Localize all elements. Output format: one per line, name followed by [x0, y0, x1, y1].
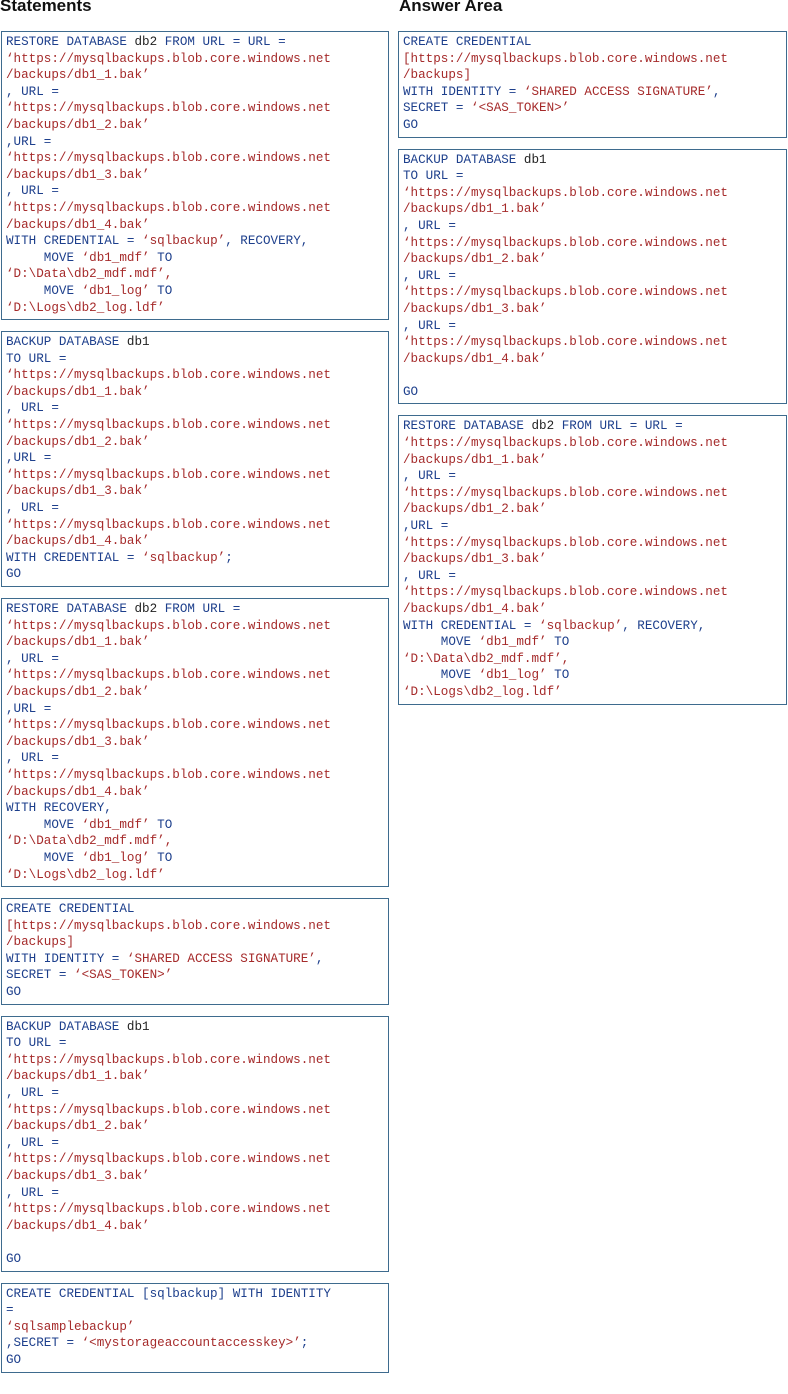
code-line	[403, 152, 786, 169]
code-line	[6, 833, 388, 850]
code-token: ‘https://mysqlbackups.blob.core.windows.net	[403, 535, 728, 550]
code-token: ‘<SAS_TOKEN>’	[471, 101, 570, 116]
code-token: , RECOVERY,	[225, 234, 309, 249]
code-token: TO URL =	[403, 169, 464, 184]
code-line	[6, 1201, 388, 1218]
code-line	[403, 518, 786, 535]
code-line	[403, 100, 786, 117]
code-token: FROM URL = URL =	[157, 35, 286, 49]
code-token: ‘https://mysqlbackups.blob.core.windows.net	[403, 285, 728, 300]
code-line	[6, 384, 388, 401]
code-token: BACKUP DATABASE	[6, 335, 127, 350]
code-line	[6, 1168, 388, 1185]
code-line	[6, 117, 388, 134]
code-token: , URL =	[6, 1185, 59, 1200]
code-line	[403, 301, 786, 318]
code-token: db2	[134, 602, 158, 616]
code-line	[403, 601, 786, 618]
code-line	[6, 934, 388, 951]
code-token: /backups/db1_4.bak’	[6, 217, 150, 232]
answer-block-2[interactable]	[398, 149, 787, 405]
code-token: ‘https://mysqlbackups.blob.core.windows.net	[403, 436, 728, 451]
code-line	[6, 417, 388, 434]
code-line	[6, 300, 388, 317]
code-line	[403, 468, 786, 485]
code-line	[6, 550, 388, 567]
code-line	[6, 918, 388, 935]
code-line	[6, 1319, 388, 1336]
code-line	[6, 233, 388, 250]
code-token: ‘https://mysqlbackups.blob.core.windows.net	[403, 335, 728, 350]
code-token: GO	[6, 1352, 22, 1367]
code-token: db1	[523, 152, 547, 167]
code-line	[6, 483, 388, 500]
code-token: ‘D:\Logs\db2_log.ldf’	[6, 867, 165, 882]
code-token: ,	[712, 84, 721, 99]
code-line	[6, 351, 388, 368]
answer-block-1[interactable]	[398, 31, 787, 138]
code-line	[403, 51, 786, 68]
code-line	[403, 67, 786, 84]
code-token: MOVE	[6, 817, 82, 832]
code-line	[6, 1352, 388, 1369]
code-line	[6, 100, 388, 117]
code-token: , URL =	[403, 318, 456, 333]
code-line	[6, 334, 388, 351]
code-token: ‘https://mysqlbackups.blob.core.windows.net	[6, 51, 331, 66]
code-token: ,URL =	[6, 134, 52, 149]
code-token: ,URL =	[6, 701, 52, 716]
code-line	[6, 1185, 388, 1202]
code-line	[6, 34, 388, 51]
code-token: MOVE	[403, 635, 479, 650]
code-token: /backups]	[403, 68, 472, 83]
statements-heading: Statements	[0, 0, 92, 15]
code-token: ,URL =	[403, 519, 449, 534]
code-line	[6, 800, 388, 817]
code-token: ‘https://mysqlbackups.blob.core.windows.net	[6, 668, 331, 683]
code-line	[6, 750, 388, 767]
code-token: /backups/db1_3.bak’	[403, 301, 547, 316]
code-line	[403, 251, 786, 268]
code-token: /backups/db1_4.bak’	[6, 1218, 150, 1233]
code-line	[6, 217, 388, 234]
answer-area-list	[398, 31, 787, 716]
code-token: ;	[300, 1336, 309, 1351]
code-line	[6, 767, 388, 784]
code-line	[403, 584, 786, 601]
code-token: /backups/db1_4.bak’	[403, 602, 547, 616]
code-token: ,	[315, 951, 324, 966]
code-token: , URL =	[403, 218, 456, 233]
code-token: ‘https://mysqlbackups.blob.core.windows.net	[6, 368, 331, 383]
code-token: ‘SHARED ACCESS SIGNATURE’	[126, 951, 316, 966]
code-line	[6, 684, 388, 701]
code-token: ‘sqlbackup’	[142, 234, 226, 249]
code-token: ‘https://mysqlbackups.blob.core.windows.net	[6, 418, 331, 433]
code-line	[6, 717, 388, 734]
code-line	[6, 517, 388, 534]
statement-block-2[interactable]	[1, 331, 389, 587]
code-token: ‘sqlbackup’	[539, 618, 623, 633]
code-token: ‘sqlsamplebackup’	[6, 1319, 135, 1334]
code-line	[6, 634, 388, 651]
code-token: /backups/db1_2.bak’	[403, 252, 547, 267]
code-line	[6, 1302, 388, 1319]
code-token: BACKUP DATABASE	[6, 1019, 127, 1034]
code-token: ‘db1_mdf’	[81, 817, 150, 832]
code-token: /backups/db1_1.bak’	[6, 635, 150, 650]
code-token: ‘D:\Data\db2_mdf.mdf’,	[403, 651, 570, 666]
code-line	[6, 1286, 388, 1303]
code-token: CREATE CREDENTIAL	[403, 35, 532, 49]
code-line	[403, 535, 786, 552]
code-line	[403, 384, 786, 401]
code-token: ‘https://mysqlbackups.blob.core.windows.net	[403, 485, 728, 500]
code-token: , URL =	[6, 1086, 59, 1101]
code-token: BACKUP DATABASE	[403, 152, 524, 167]
code-line	[6, 1151, 388, 1168]
code-line	[6, 784, 388, 801]
code-token: TO URL =	[6, 351, 67, 366]
code-line	[403, 367, 786, 384]
code-line	[6, 400, 388, 417]
code-token: GO	[403, 384, 419, 399]
code-line	[6, 618, 388, 635]
code-token: /backups/db1_3.bak’	[6, 167, 150, 182]
code-token: MOVE	[6, 283, 82, 298]
statement-block-3[interactable]	[1, 598, 389, 887]
code-token: ‘https://mysqlbackups.blob.core.windows.net	[6, 618, 331, 633]
code-token: ,SECRET =	[6, 1336, 82, 1351]
code-token: /backups/db1_3.bak’	[6, 734, 150, 749]
code-token: FROM URL =	[157, 602, 241, 616]
code-token: /backups/db1_2.bak’	[6, 684, 150, 699]
code-token: /backups]	[6, 935, 75, 950]
code-line	[403, 168, 786, 185]
code-line	[6, 967, 388, 984]
code-token: ‘https://mysqlbackups.blob.core.windows.net	[6, 1152, 331, 1167]
code-token: CREATE CREDENTIAL [sqlbackup] WITH IDENTITY	[6, 1286, 331, 1301]
code-token: ‘db1_log’	[81, 850, 150, 865]
code-line	[6, 850, 388, 867]
code-line	[403, 684, 786, 701]
code-token: , URL =	[6, 84, 59, 99]
code-token: WITH IDENTITY =	[6, 951, 127, 966]
code-line	[6, 1052, 388, 1069]
code-line	[403, 485, 786, 502]
code-line	[403, 501, 786, 518]
code-token: ‘https://mysqlbackups.blob.core.windows.net	[6, 1102, 331, 1117]
code-line	[403, 334, 786, 351]
code-line	[6, 901, 388, 918]
statement-block-4[interactable]	[1, 898, 389, 1005]
code-token: /backups/db1_2.bak’	[6, 1119, 150, 1134]
code-token: SECRET =	[403, 101, 472, 116]
code-token: /backups/db1_1.bak’	[403, 452, 547, 467]
code-token: ‘https://mysqlbackups.blob.core.windows.net	[6, 467, 331, 482]
code-line	[403, 351, 786, 368]
code-token: ‘db1_log’	[81, 283, 150, 298]
code-token: , URL =	[6, 751, 59, 766]
code-token: , URL =	[403, 268, 456, 283]
code-line	[6, 1234, 388, 1251]
code-line	[6, 984, 388, 1001]
code-token: ;	[225, 550, 233, 565]
code-token: MOVE	[403, 668, 479, 683]
code-token: ‘https://mysqlbackups.blob.core.windows.net	[6, 517, 331, 532]
code-token: ‘D:\Data\db2_mdf.mdf’,	[6, 267, 173, 282]
code-token: ‘https://mysqlbackups.blob.core.windows.net	[6, 151, 331, 166]
code-line	[6, 51, 388, 68]
code-token: ‘https://mysqlbackups.blob.core.windows.net	[6, 200, 331, 215]
code-token: /backups/db1_2.bak’	[6, 117, 150, 132]
code-token: ‘sqlbackup’	[142, 550, 226, 565]
code-token: ‘db1_mdf’	[81, 250, 150, 265]
code-line	[6, 1118, 388, 1135]
statements-list	[1, 31, 389, 1384]
code-line	[6, 266, 388, 283]
code-line	[403, 651, 786, 668]
code-token: GO	[6, 985, 22, 1000]
code-token: , RECOVERY,	[622, 618, 706, 633]
code-token: [https://mysqlbackups.blob.core.windows.net	[6, 918, 331, 933]
code-line	[6, 1251, 388, 1268]
code-line	[403, 218, 786, 235]
code-token: /backups/db1_1.bak’	[6, 1069, 150, 1084]
code-token: RESTORE DATABASE	[6, 602, 135, 616]
code-token: RESTORE DATABASE	[403, 419, 532, 434]
code-line	[6, 1218, 388, 1235]
code-token: db1	[126, 335, 150, 350]
code-line	[6, 367, 388, 384]
code-token: ,URL =	[6, 451, 52, 466]
code-line	[403, 634, 786, 651]
code-line	[6, 1019, 388, 1036]
code-token: /backups/db1_4.bak’	[6, 784, 150, 799]
code-token: , URL =	[6, 184, 59, 199]
code-token: /backups/db1_1.bak’	[403, 202, 547, 217]
code-token: db1	[126, 1019, 150, 1034]
code-line	[403, 318, 786, 335]
code-line	[6, 150, 388, 167]
code-token: FROM URL = URL =	[554, 419, 683, 434]
code-token: ‘https://mysqlbackups.blob.core.windows.net	[6, 1052, 331, 1067]
code-token: /backups/db1_1.bak’	[6, 384, 150, 399]
code-line	[403, 268, 786, 285]
code-line	[403, 418, 786, 435]
code-token: ‘SHARED ACCESS SIGNATURE’	[523, 84, 713, 99]
code-line	[6, 817, 388, 834]
code-line	[6, 1102, 388, 1119]
code-token: ‘https://mysqlbackups.blob.core.windows.net	[6, 101, 331, 116]
code-line	[403, 568, 786, 585]
code-token: WITH CREDENTIAL =	[6, 550, 143, 565]
code-line	[6, 167, 388, 184]
code-token: /backups/db1_3.bak’	[6, 1169, 150, 1183]
code-token: /backups/db1_2.bak’	[6, 434, 150, 449]
code-line	[403, 667, 786, 684]
code-token: RESTORE DATABASE	[6, 35, 135, 49]
code-token: ‘<SAS_TOKEN>’	[74, 968, 173, 983]
statement-block-5[interactable]	[1, 1016, 389, 1272]
code-token: /backups/db1_4.bak’	[403, 351, 547, 366]
code-line	[403, 185, 786, 202]
code-line	[403, 117, 786, 134]
code-line	[6, 183, 388, 200]
code-line	[6, 601, 388, 618]
code-line	[6, 1135, 388, 1152]
code-line	[6, 84, 388, 101]
statement-block-1[interactable]	[1, 31, 389, 320]
code-token: , URL =	[6, 1135, 59, 1150]
code-line	[6, 434, 388, 451]
code-line	[6, 701, 388, 718]
statement-block-6[interactable]	[1, 1283, 389, 1373]
code-token: db2	[531, 419, 555, 434]
code-token: ‘D:\Data\db2_mdf.mdf’,	[6, 834, 173, 849]
code-line	[6, 1068, 388, 1085]
code-token: GO	[403, 117, 419, 132]
code-token: ‘https://mysqlbackups.blob.core.windows.net	[6, 1202, 331, 1217]
code-token: TO	[149, 850, 173, 865]
code-token: MOVE	[6, 250, 82, 265]
code-token: GO	[6, 567, 22, 582]
answer-block-3[interactable]	[398, 415, 787, 704]
code-token: ‘https://mysqlbackups.blob.core.windows.net	[6, 767, 331, 782]
code-token: TO	[149, 817, 173, 832]
code-line	[6, 1085, 388, 1102]
code-token: TO	[546, 668, 570, 683]
code-line	[6, 533, 388, 550]
code-token: ‘db1_log’	[478, 668, 547, 683]
code-token: /backups/db1_4.bak’	[6, 534, 150, 549]
code-token: /backups/db1_1.bak’	[6, 68, 150, 83]
answer-area-heading: Answer Area	[399, 0, 503, 15]
code-line	[6, 651, 388, 668]
code-line	[403, 452, 786, 469]
code-line	[6, 1035, 388, 1052]
code-line	[403, 84, 786, 101]
code-token: =	[6, 1303, 14, 1318]
code-token: WITH IDENTITY =	[403, 84, 524, 99]
code-line	[6, 566, 388, 583]
code-token: ‘D:\Logs\db2_log.ldf’	[6, 300, 165, 315]
code-token: WITH CREDENTIAL =	[403, 618, 540, 633]
code-token: TO	[149, 283, 173, 298]
code-token: ‘https://mysqlbackups.blob.core.windows.net	[403, 185, 728, 200]
code-line	[6, 283, 388, 300]
code-line	[6, 67, 388, 84]
code-line	[403, 551, 786, 568]
code-line	[6, 867, 388, 884]
code-token: /backups/db1_3.bak’	[6, 484, 150, 499]
code-token: SECRET =	[6, 968, 75, 983]
code-token: TO	[546, 635, 570, 650]
code-line	[6, 734, 388, 751]
code-token: , URL =	[6, 651, 59, 666]
code-token: /backups/db1_2.bak’	[403, 502, 547, 517]
code-token: WITH CREDENTIAL =	[6, 234, 143, 249]
code-line	[6, 951, 388, 968]
code-line	[403, 284, 786, 301]
code-token: db2	[134, 35, 158, 49]
code-line	[6, 467, 388, 484]
code-token: , URL =	[6, 501, 59, 516]
code-token: GO	[6, 1251, 22, 1266]
code-line	[403, 201, 786, 218]
code-token: ‘db1_mdf’	[478, 635, 547, 650]
code-line	[6, 200, 388, 217]
code-token: MOVE	[6, 850, 82, 865]
code-token: /backups/db1_3.bak’	[403, 552, 547, 567]
code-token: ‘https://mysqlbackups.blob.core.windows.net	[403, 235, 728, 250]
code-token: , URL =	[403, 469, 456, 484]
code-token: , URL =	[6, 401, 59, 416]
code-token: TO	[149, 250, 173, 265]
code-line	[403, 618, 786, 635]
code-line	[403, 34, 786, 51]
code-line	[6, 667, 388, 684]
code-token: ‘https://mysqlbackups.blob.core.windows.net	[403, 585, 728, 600]
code-token: ‘https://mysqlbackups.blob.core.windows.net	[6, 718, 331, 733]
code-token: ‘<mystorageaccountaccesskey>’	[81, 1336, 301, 1351]
code-token: ‘D:\Logs\db2_log.ldf’	[403, 684, 562, 699]
code-line	[6, 134, 388, 151]
code-token: WITH RECOVERY,	[6, 801, 112, 816]
code-token: , URL =	[403, 568, 456, 583]
code-token: TO URL =	[6, 1036, 67, 1051]
code-line	[6, 1335, 388, 1352]
code-line	[403, 235, 786, 252]
code-line	[6, 450, 388, 467]
code-line	[6, 250, 388, 267]
code-line	[403, 435, 786, 452]
code-line	[6, 500, 388, 517]
code-token: CREATE CREDENTIAL	[6, 902, 135, 917]
code-token: [https://mysqlbackups.blob.core.windows.net	[403, 51, 728, 66]
